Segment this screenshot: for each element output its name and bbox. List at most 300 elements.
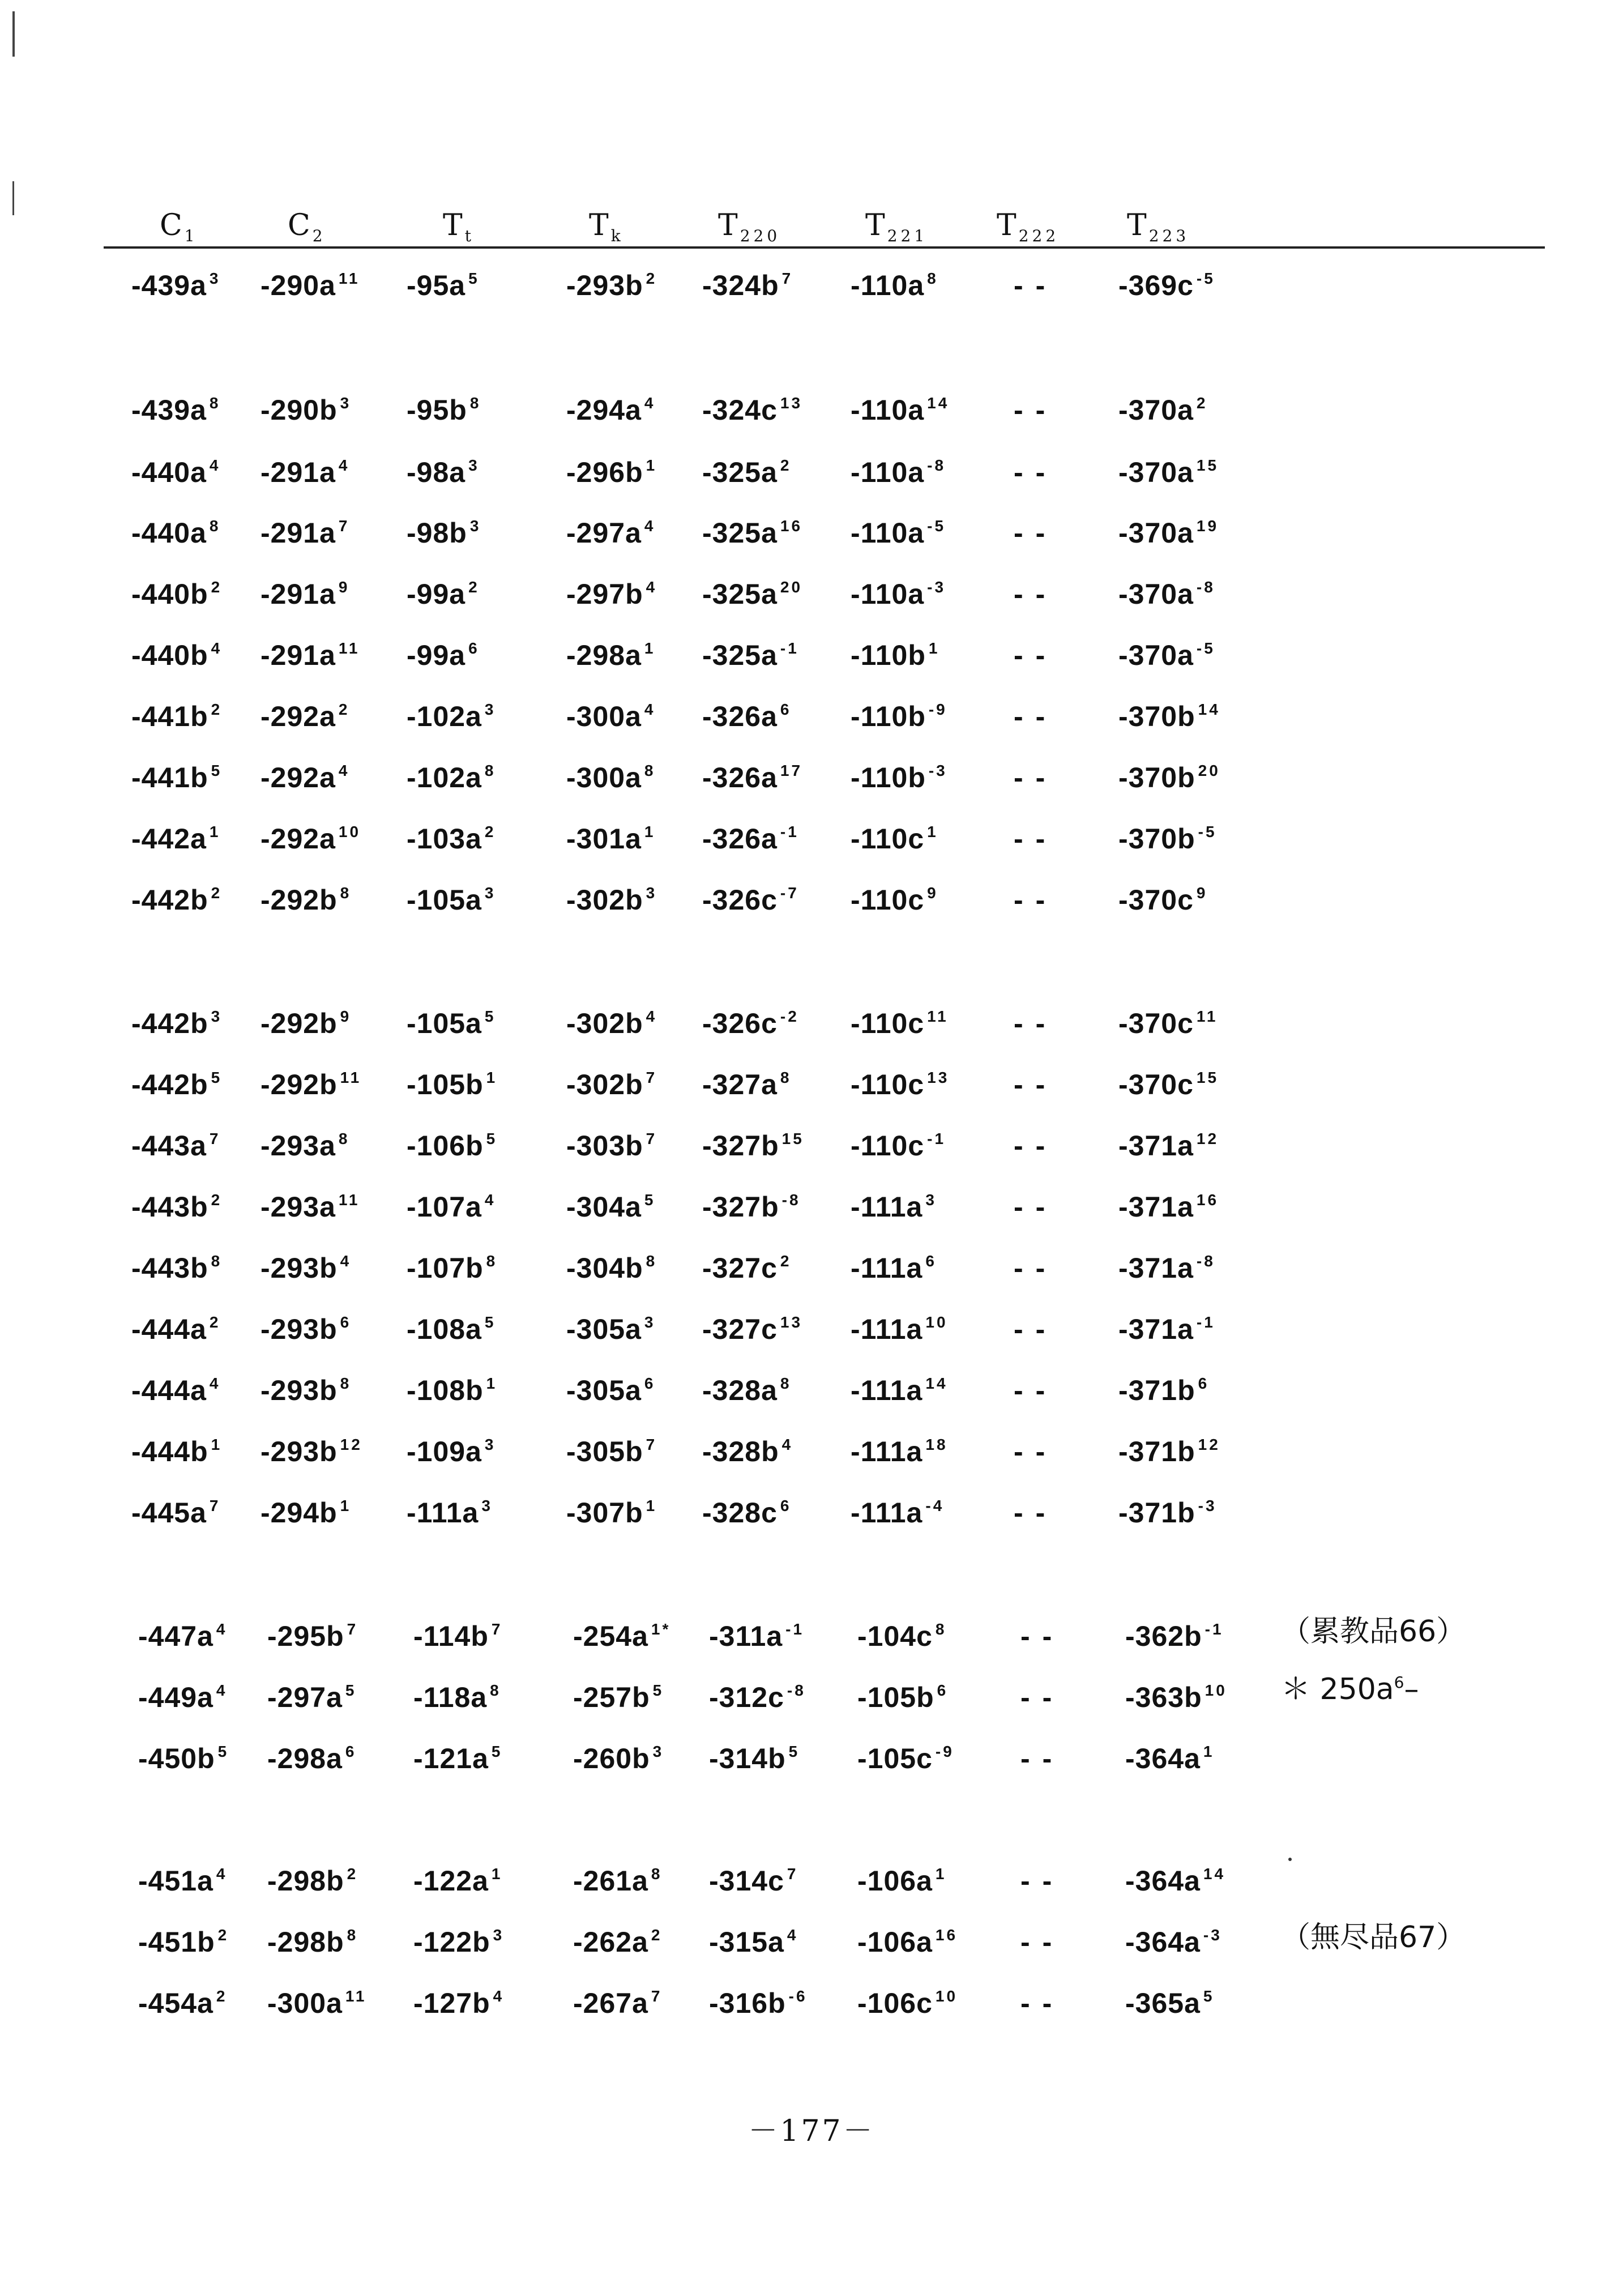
cell-superscript: 4 <box>216 1682 228 1699</box>
cell-value: -370c <box>1118 1069 1194 1100</box>
cell-value: -111a <box>851 1252 923 1284</box>
cell-superscript: 20 <box>1198 762 1220 779</box>
cell-superscript: 3 <box>484 884 496 902</box>
cell-superscript: -8 <box>787 1682 806 1699</box>
table-cell <box>851 1007 949 1040</box>
cell-value: -324c <box>702 394 778 426</box>
table-cell <box>566 761 655 794</box>
cell-value: -371a <box>1118 1130 1194 1162</box>
cell-value: -293b <box>260 1375 338 1406</box>
empty-cell-dash <box>1020 1987 1064 2020</box>
cell-value: -110b <box>851 762 926 793</box>
cell-value: -365a <box>1125 1987 1201 2019</box>
cell-superscript: 20 <box>780 578 803 596</box>
table-cell <box>702 517 802 549</box>
cell-value: -326c <box>702 1008 778 1039</box>
column-header-subscript: t <box>464 227 475 246</box>
table-cell <box>1118 1374 1209 1407</box>
cell-value: -302b <box>566 884 643 916</box>
cell-value: -305a <box>566 1375 642 1406</box>
cell-superscript: 2 <box>468 578 480 596</box>
table-cell <box>138 1987 227 2020</box>
table-cell <box>702 1252 791 1284</box>
column-header-subscript: 1 <box>184 227 198 246</box>
cell-value: -290a <box>260 270 336 301</box>
cell-value: -- <box>1014 1497 1058 1529</box>
cell-superscript: 10 <box>925 1313 948 1331</box>
cell-superscript: -1 <box>1196 1313 1215 1331</box>
table-cell <box>851 269 938 302</box>
table-cell <box>851 1435 948 1468</box>
cell-value: -- <box>1014 1375 1058 1406</box>
cell-value: -300a <box>267 1987 343 2019</box>
cell-superscript: 4 <box>644 701 656 718</box>
cell-value: -327b <box>702 1130 779 1162</box>
table-cell <box>1118 1313 1215 1346</box>
cell-superscript: 14 <box>1203 1865 1226 1883</box>
cell-superscript: -3 <box>1198 1497 1217 1514</box>
cell-superscript: 3 <box>646 884 657 902</box>
cell-superscript: 6 <box>780 701 792 718</box>
table-cell <box>851 1252 937 1284</box>
table-cell <box>1118 1007 1218 1040</box>
table-cell <box>407 1129 497 1162</box>
cell-superscript: -1 <box>780 639 799 657</box>
cell-superscript: 11 <box>338 1191 360 1209</box>
cell-superscript: 7 <box>209 1130 221 1147</box>
cell-value: -371a <box>1118 1313 1194 1345</box>
table-cell <box>857 1681 948 1714</box>
table-cell <box>131 1435 222 1468</box>
cell-superscript: 5 <box>652 1682 664 1699</box>
cell-superscript: -9 <box>935 1743 954 1760</box>
cell-value: -444a <box>131 1375 207 1406</box>
table-cell <box>131 822 220 855</box>
cell-superscript: 7 <box>491 1620 503 1638</box>
empty-cell-dash <box>1014 639 1057 672</box>
cell-superscript: 3 <box>644 1313 656 1331</box>
table-cell <box>407 822 496 855</box>
table-cell <box>267 1681 356 1714</box>
table-cell <box>407 884 496 916</box>
cell-value: -294a <box>566 394 642 426</box>
cell-superscript: 8 <box>927 270 938 287</box>
cell-value: -315a <box>709 1926 784 1958</box>
cell-superscript: 4 <box>216 1865 228 1883</box>
table-cell <box>260 1435 362 1468</box>
table-cell <box>131 1007 222 1040</box>
table-cell <box>260 1007 351 1040</box>
cell-value: -328b <box>702 1436 779 1467</box>
cell-superscript: -5 <box>1196 639 1215 657</box>
table-cell <box>851 517 946 549</box>
table-cell <box>851 1190 937 1223</box>
table-cell <box>566 1129 657 1162</box>
table-cell <box>131 1496 220 1529</box>
cell-superscript: 11 <box>927 1008 949 1025</box>
cell-value: -290b <box>260 394 338 426</box>
cell-superscript: 3 <box>468 456 480 474</box>
cell-superscript: 1 <box>486 1375 498 1392</box>
cell-value: -439a <box>131 394 207 426</box>
empty-cell-dash <box>1014 1313 1057 1346</box>
cell-value: -293b <box>260 1313 338 1345</box>
table-cell <box>1118 1435 1220 1468</box>
table-cell <box>1118 1190 1219 1223</box>
empty-cell-dash <box>1014 456 1057 489</box>
empty-cell-dash <box>1014 1068 1057 1101</box>
table-cell <box>407 700 496 733</box>
cell-superscript: 1 <box>209 823 221 840</box>
cell-superscript: 4 <box>646 1008 657 1025</box>
cell-superscript: 11 <box>338 270 360 287</box>
table-cell <box>709 1742 800 1775</box>
cell-value: -- <box>1014 394 1058 426</box>
table-cell <box>138 1864 227 1897</box>
cell-value: -122b <box>413 1926 490 1958</box>
empty-cell-dash <box>1014 1129 1057 1162</box>
cell-superscript: 19 <box>1196 517 1219 535</box>
cell-value: -292a <box>260 762 336 793</box>
cell-value: -297a <box>267 1682 343 1713</box>
cell-value: -- <box>1014 1191 1058 1223</box>
cell-value: -111a <box>851 1375 923 1406</box>
table-cell <box>407 1007 496 1040</box>
cell-superscript: 7 <box>787 1865 798 1883</box>
cell-superscript: -1 <box>927 1130 946 1147</box>
column-header-subscript: 2 <box>312 227 326 246</box>
cell-superscript: 2 <box>211 701 223 718</box>
cell-superscript: 2 <box>780 1252 792 1270</box>
empty-cell-dash <box>1014 700 1057 733</box>
cell-value: -105b <box>407 1069 484 1100</box>
cell-superscript: 5 <box>211 1069 223 1086</box>
cell-value: -316b <box>709 1987 786 2019</box>
table-cell <box>1118 761 1220 794</box>
cell-value: -325a <box>702 517 778 549</box>
table-cell <box>566 639 655 672</box>
empty-cell-dash <box>1014 1435 1057 1468</box>
cell-value: -110c <box>851 1130 925 1162</box>
cell-value: -- <box>1014 823 1058 855</box>
column-header <box>443 208 475 245</box>
cell-superscript: -1 <box>785 1620 805 1638</box>
cell-superscript: 8 <box>469 394 481 412</box>
cell-superscript: 8 <box>340 884 352 902</box>
table-cell <box>413 1681 501 1714</box>
cell-value: -370b <box>1118 701 1195 732</box>
cell-superscript: -5 <box>927 517 946 535</box>
table-cell <box>131 1374 220 1407</box>
cell-value: -442a <box>131 823 207 855</box>
cell-superscript: 2 <box>347 1865 358 1883</box>
table-cell <box>1125 1926 1222 1958</box>
cell-superscript: 3 <box>340 394 352 412</box>
cell-superscript: 12 <box>340 1436 362 1453</box>
cell-superscript: 4 <box>484 1191 496 1209</box>
cell-value: -297a <box>566 517 642 549</box>
table-cell <box>1118 822 1217 855</box>
table-cell <box>702 1496 791 1529</box>
table-cell <box>138 1681 227 1714</box>
empty-cell-dash <box>1014 269 1057 302</box>
table-cell <box>413 1926 504 1958</box>
note-prefix: ＊ 250a <box>1281 1672 1394 1706</box>
empty-cell-dash <box>1014 517 1057 549</box>
cell-value: -441b <box>131 701 208 732</box>
column-header-subscript: k <box>610 227 624 246</box>
cell-value: -444a <box>131 1313 207 1345</box>
table-cell <box>260 822 361 855</box>
table-cell <box>131 1252 222 1284</box>
table-cell <box>131 578 222 611</box>
cell-value: -440b <box>131 639 208 671</box>
cell-superscript: 9 <box>927 884 938 902</box>
cell-value: -442b <box>131 884 208 916</box>
cell-value: -295b <box>267 1620 344 1652</box>
cell-value: -291a <box>260 456 336 488</box>
cell-value: -111a <box>851 1313 923 1345</box>
cell-value: -443b <box>131 1191 208 1223</box>
empty-cell-dash <box>1020 1864 1064 1897</box>
cell-superscript: 5 <box>468 270 480 287</box>
cell-superscript: 7 <box>651 1987 663 2005</box>
cell-superscript: 14 <box>925 1375 948 1392</box>
column-header <box>160 208 198 245</box>
table-cell <box>1118 1068 1219 1101</box>
table-cell <box>260 578 349 611</box>
column-header-base: T <box>589 208 609 242</box>
table-cell <box>1118 1496 1217 1529</box>
cell-value: -114b <box>413 1620 489 1652</box>
cell-value: -443b <box>131 1252 208 1284</box>
cell-superscript: 3 <box>925 1191 937 1209</box>
cell-superscript: -7 <box>780 884 799 902</box>
cell-superscript: 11 <box>345 1987 367 2005</box>
table-cell <box>1125 1681 1227 1714</box>
cell-superscript: 2 <box>484 823 496 840</box>
cell-superscript: 3 <box>484 1436 496 1453</box>
table-cell <box>709 1620 804 1653</box>
cell-value: -- <box>1020 1865 1065 1897</box>
cell-value: -- <box>1014 884 1058 916</box>
table-cell <box>566 822 655 855</box>
cell-superscript: 12 <box>1196 1130 1219 1147</box>
cell-superscript: 3 <box>484 701 496 718</box>
cell-value: -110b <box>851 639 926 671</box>
column-header <box>718 208 780 245</box>
table-cell <box>1118 517 1219 549</box>
column-header-subscript: 222 <box>1018 227 1060 246</box>
cell-value: -- <box>1014 1130 1058 1162</box>
cell-value: -293a <box>260 1130 336 1162</box>
table-cell <box>851 822 938 855</box>
table-cell <box>1125 1620 1224 1653</box>
table-cell <box>267 1926 358 1958</box>
cell-superscript: 1* <box>651 1620 671 1638</box>
cell-superscript: 3 <box>469 517 481 535</box>
cell-value: -305a <box>566 1313 642 1345</box>
table-cell <box>260 700 349 733</box>
cell-superscript: 3 <box>481 1497 493 1514</box>
cell-superscript: 4 <box>493 1987 505 2005</box>
table-cell <box>407 1068 497 1101</box>
cell-superscript: 15 <box>1196 1069 1219 1086</box>
cell-superscript: 1 <box>211 1436 223 1453</box>
table-cell <box>131 884 222 916</box>
column-header <box>589 208 624 245</box>
cell-value: -370c <box>1118 884 1194 916</box>
table-cell <box>267 1987 367 2020</box>
table-cell <box>407 1496 493 1529</box>
cell-superscript: 5 <box>486 1130 498 1147</box>
cell-value: -303b <box>566 1130 643 1162</box>
cell-value: -118a <box>413 1682 488 1713</box>
cell-value: -327c <box>702 1313 778 1345</box>
cell-value: -443a <box>131 1130 207 1162</box>
cell-superscript: 2 <box>209 1313 221 1331</box>
cell-value: -110c <box>851 823 925 855</box>
table-cell <box>851 394 949 426</box>
cell-value: -292a <box>260 701 336 732</box>
table-cell <box>260 1190 360 1223</box>
cell-superscript: 15 <box>1196 456 1219 474</box>
cell-value: -107b <box>407 1252 484 1284</box>
table-cell <box>566 1007 657 1040</box>
cell-value: -371a <box>1118 1191 1194 1223</box>
table-cell <box>851 1496 944 1529</box>
table-cell <box>573 1681 664 1714</box>
cell-superscript: 8 <box>211 1252 223 1270</box>
cell-superscript: 1 <box>644 823 656 840</box>
cell-superscript: 7 <box>209 1497 221 1514</box>
cell-value: -105a <box>407 884 482 916</box>
cell-value: -110a <box>851 394 925 426</box>
cell-value: -298b <box>267 1865 344 1897</box>
table-cell <box>1118 700 1220 733</box>
cell-superscript: 1 <box>644 639 656 657</box>
table-cell <box>407 269 480 302</box>
cell-value: -326a <box>702 701 778 732</box>
table-cell <box>407 1190 496 1223</box>
cell-value: -314b <box>709 1743 786 1774</box>
empty-cell-dash <box>1014 1496 1057 1529</box>
empty-cell-dash <box>1014 761 1057 794</box>
cell-superscript: 6 <box>925 1252 937 1270</box>
cell-value: -371a <box>1118 1252 1194 1284</box>
column-header-base: C <box>160 208 182 242</box>
cell-value: -110a <box>851 270 925 301</box>
table-cell <box>1125 1987 1214 2020</box>
cell-value: -370a <box>1118 639 1194 671</box>
cell-superscript: 7 <box>646 1436 657 1453</box>
cell-superscript: 6 <box>780 1497 792 1514</box>
table-cell <box>131 1190 222 1223</box>
cell-value: -122a <box>413 1865 489 1897</box>
cell-value: -- <box>1014 578 1058 610</box>
cell-value: -254a <box>573 1620 648 1652</box>
table-cell <box>857 1864 946 1897</box>
cell-value: -326a <box>702 823 778 855</box>
cell-value: -364a <box>1125 1865 1201 1897</box>
column-header-base: T <box>443 208 463 242</box>
table-cell <box>1118 269 1215 302</box>
cell-value: -370a <box>1118 517 1194 549</box>
cell-value: -- <box>1014 1313 1058 1345</box>
table-cell <box>413 1742 502 1775</box>
cell-value: -- <box>1014 1069 1058 1100</box>
cell-value: -300a <box>566 762 642 793</box>
column-header <box>865 208 928 245</box>
cell-value: -292b <box>260 1008 338 1039</box>
column-header <box>288 208 326 245</box>
cell-value: -301a <box>566 823 642 855</box>
cell-value: -291a <box>260 639 336 671</box>
table-cell <box>851 456 946 489</box>
table-cell <box>407 1435 496 1468</box>
cell-value: -- <box>1014 1436 1058 1467</box>
table-cell <box>573 1926 662 1958</box>
cell-superscript: 8 <box>780 1375 792 1392</box>
cell-value: -- <box>1020 1987 1065 2019</box>
cell-value: -312c <box>709 1682 784 1713</box>
table-cell <box>573 1864 662 1897</box>
note-suffix: – <box>1404 1672 1419 1706</box>
cell-superscript: 16 <box>935 1926 958 1944</box>
cell-value: -292b <box>260 1069 338 1100</box>
cell-value: -325a <box>702 639 778 671</box>
scan-margin-mark <box>12 11 15 57</box>
table-cell <box>566 578 657 611</box>
table-cell <box>260 517 349 549</box>
cell-superscript: 5 <box>788 1743 800 1760</box>
cell-superscript: 4 <box>787 1926 798 1944</box>
cell-superscript: 8 <box>780 1069 792 1086</box>
annotation-note: （累教品66） <box>1281 1615 1466 1649</box>
cell-value: -110c <box>851 884 925 916</box>
table-cell <box>573 1620 670 1653</box>
cell-value: -106c <box>857 1987 933 2019</box>
cell-superscript: 8 <box>209 517 221 535</box>
cell-superscript: 10 <box>935 1987 958 2005</box>
cell-value: -110b <box>851 701 926 732</box>
column-header-base: T <box>997 208 1016 242</box>
table-cell <box>851 578 946 611</box>
cell-value: -442b <box>131 1008 208 1039</box>
table-cell <box>702 1129 804 1162</box>
cell-superscript: 5 <box>644 1191 656 1209</box>
header-rule <box>104 246 1545 249</box>
cell-value: -121a <box>413 1743 489 1774</box>
cell-value: -291a <box>260 578 336 610</box>
table-cell <box>709 1987 808 2020</box>
table-cell <box>702 700 791 733</box>
cell-superscript: 2 <box>646 270 657 287</box>
cell-value: -370a <box>1118 394 1194 426</box>
cell-value: -454a <box>138 1987 213 2019</box>
cell-value: -297b <box>566 578 643 610</box>
cell-value: -302b <box>566 1008 643 1039</box>
table-cell <box>709 1864 798 1897</box>
table-cell <box>131 456 220 489</box>
table-cell <box>1118 456 1219 489</box>
cell-value: -364a <box>1125 1743 1201 1774</box>
table-cell <box>702 761 802 794</box>
table-cell <box>260 456 349 489</box>
cell-value: -- <box>1014 1252 1058 1284</box>
cell-value: -- <box>1020 1682 1065 1713</box>
cell-superscript: 5 <box>491 1743 503 1760</box>
